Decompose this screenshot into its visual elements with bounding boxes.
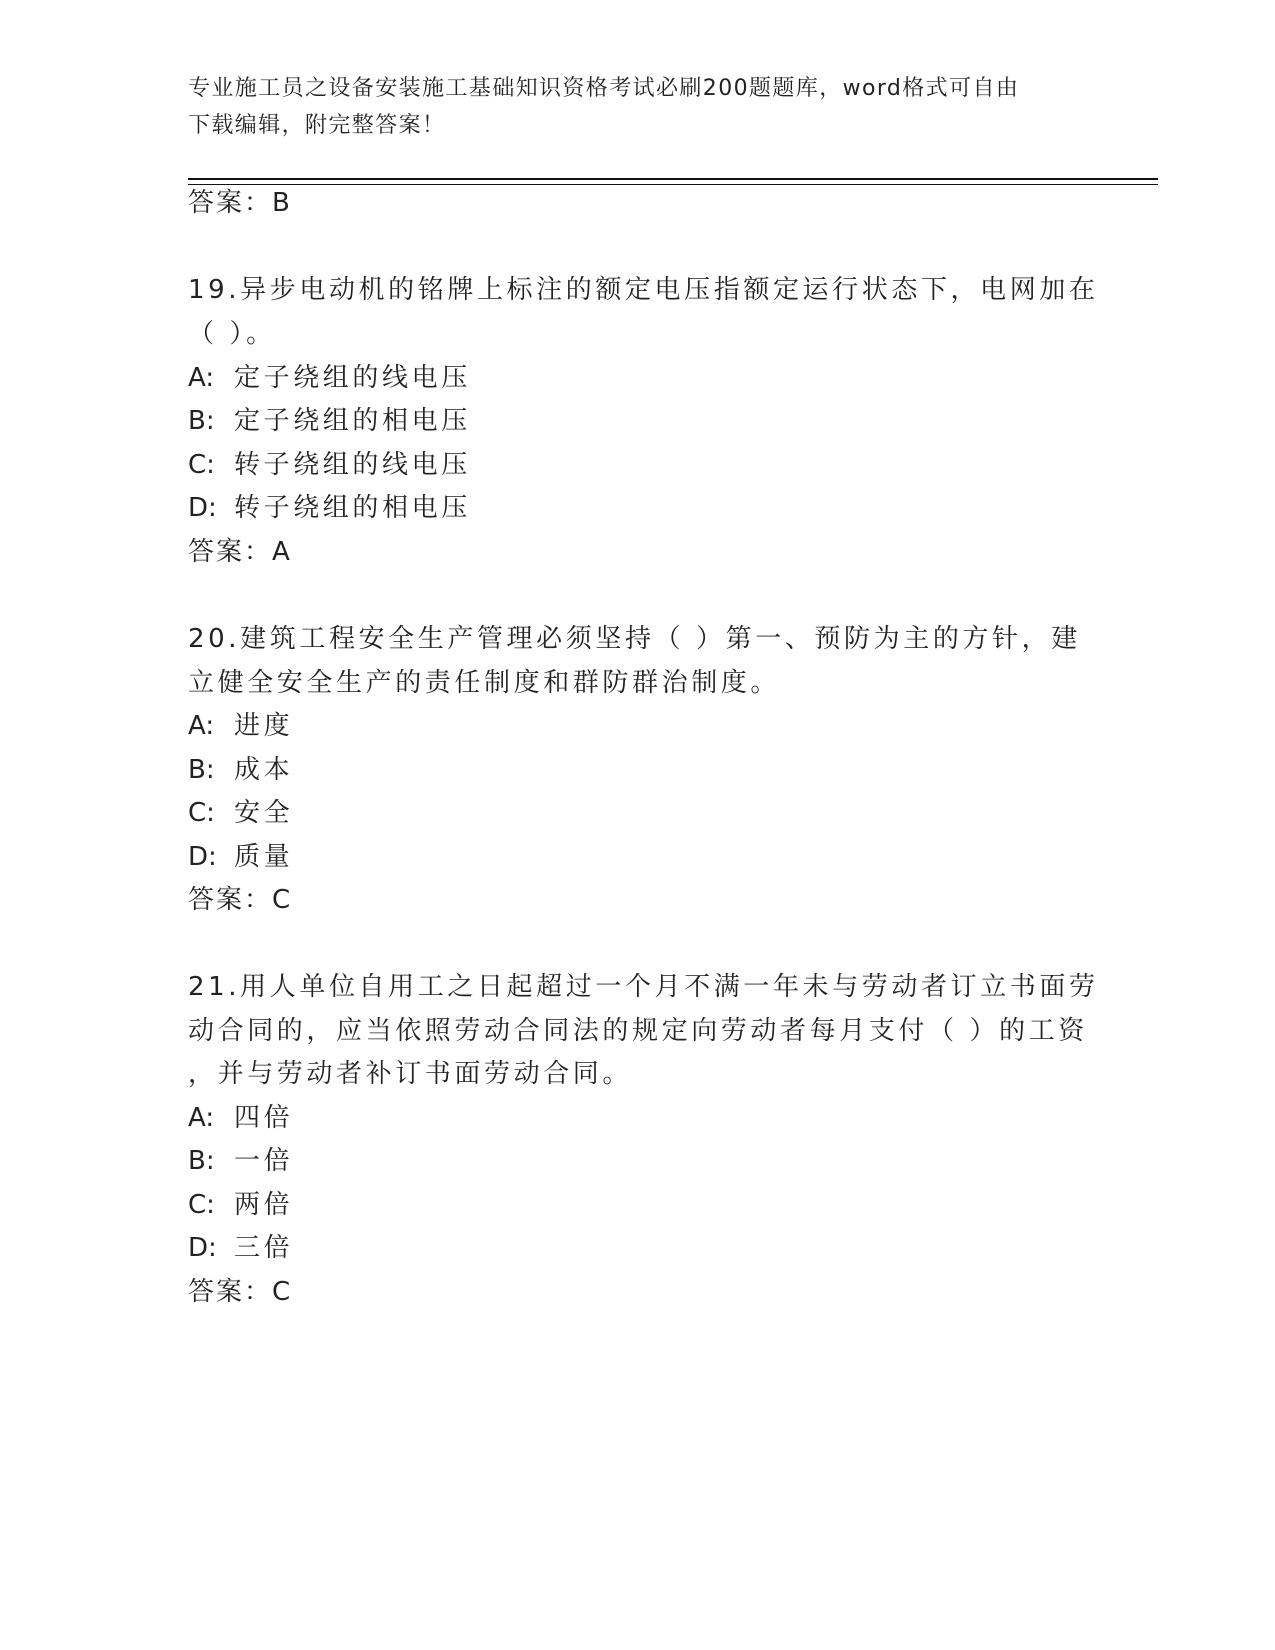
document-header: [188, 70, 1068, 144]
option-key: D:: [188, 493, 217, 523]
option-text: 三倍: [234, 1233, 294, 1263]
question-19-option-b: [188, 403, 471, 439]
option-text: 转子绕组的相电压: [234, 493, 471, 523]
option-key: A:: [188, 363, 215, 393]
option-key: B:: [188, 755, 215, 785]
question-20-answer: 答案：C: [188, 885, 293, 915]
option-text: 转子绕组的线电压: [234, 450, 471, 480]
option-key: B:: [188, 406, 215, 436]
option-key: D:: [188, 1233, 217, 1263]
question-19-stem-line-1: 19.异步电动机的铭牌上标注的额定电压指额定运行状态下，电网加在: [188, 275, 1099, 305]
header-divider-thin: [188, 184, 1158, 185]
question-21-stem-line-3: ，并与劳动者补订书面劳动合同。: [188, 1059, 633, 1089]
option-text: 安全: [234, 798, 294, 828]
question-20-stem-line-1: 20.建筑工程安全生产管理必须坚持（ ）第一、预防为主的方针，建: [188, 624, 1081, 654]
question-19-option-d: [188, 490, 471, 526]
question-20-option-d: [188, 839, 293, 875]
option-key: D:: [188, 842, 217, 872]
option-text: 两倍: [234, 1190, 294, 1220]
question-19-option-c: [188, 447, 471, 483]
option-key: A:: [188, 1103, 215, 1133]
option-key: A:: [188, 711, 215, 741]
option-text: 定子绕组的相电压: [234, 406, 471, 436]
option-text: 质量: [234, 842, 294, 872]
option-text: 定子绕组的线电压: [234, 363, 471, 393]
question-21-option-b: [188, 1143, 293, 1179]
option-text: 成本: [234, 755, 294, 785]
question-21-stem-line-1: 21.用人单位自用工之日起超过一个月不满一年未与劳动者订立书面劳: [188, 972, 1099, 1002]
question-21-stem-line-2: 动合同的，应当依照劳动合同法的规定向劳动者每月支付（ ）的工资: [188, 1016, 1088, 1046]
option-key: B:: [188, 1146, 215, 1176]
question-21-answer: 答案：C: [188, 1277, 293, 1307]
question-20-stem-line-2: 立健全安全生产的责任制度和群防群治制度。: [188, 668, 781, 698]
option-key: C:: [188, 1190, 215, 1220]
option-key: C:: [188, 450, 215, 480]
option-text: 四倍: [234, 1103, 294, 1133]
question-20-option-b: [188, 752, 293, 788]
header-line-2: 下载编辑，附完整答案！: [188, 113, 446, 138]
question-19-option-a: [188, 360, 471, 396]
question-20-option-a: [188, 708, 293, 744]
option-text: 进度: [234, 711, 294, 741]
header-divider-thick: [188, 178, 1158, 180]
question-21-option-c: [188, 1187, 293, 1223]
previous-answer: 答案：B: [188, 188, 292, 218]
question-21-option-a: [188, 1100, 293, 1136]
question-19-stem-line-2: （ ）。: [188, 319, 276, 349]
question-21-option-d: [188, 1230, 293, 1266]
option-key: C:: [188, 798, 215, 828]
header-line-1: 专业施工员之设备安装施工基础知识资格考试必刷200题题库，word格式可自由: [188, 76, 1020, 101]
option-text: 一倍: [234, 1146, 294, 1176]
question-19-answer: 答案：A: [188, 537, 292, 567]
question-20-option-c: [188, 795, 293, 831]
